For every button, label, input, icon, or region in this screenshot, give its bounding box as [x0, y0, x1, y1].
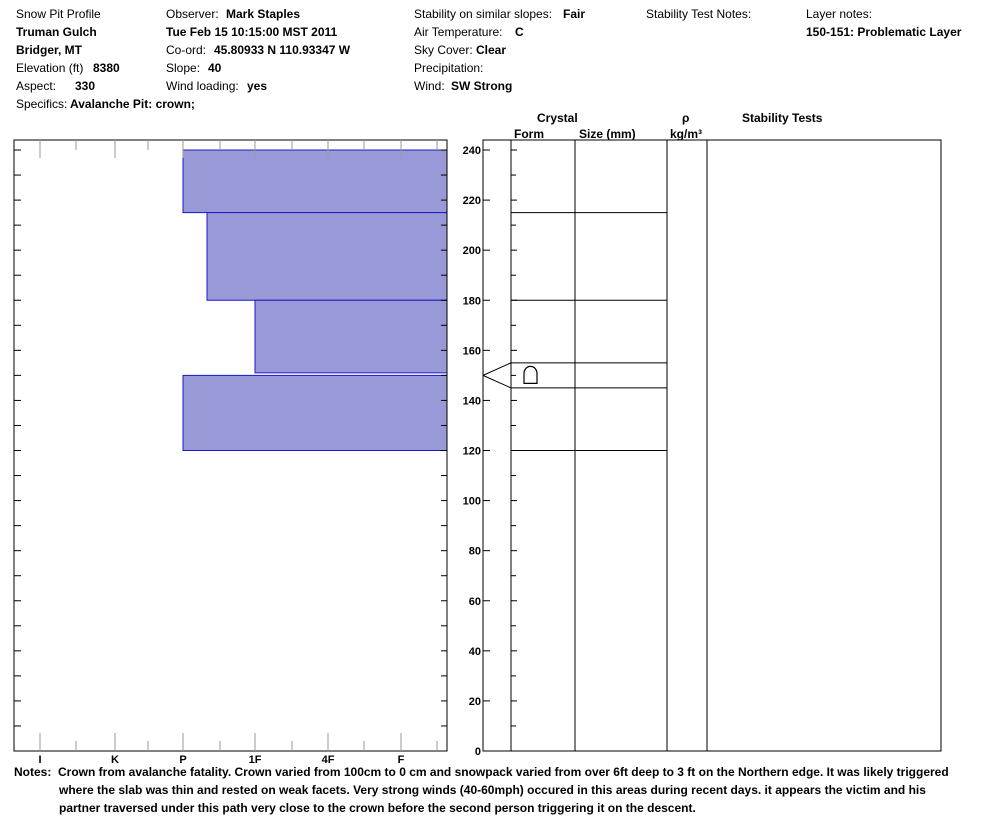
form-header: Form: [514, 127, 544, 141]
stability-label: Stability on similar slopes:: [414, 7, 553, 21]
density-symbol: ρ: [682, 111, 690, 125]
notes-section: [14, 763, 974, 817]
aspect-value: 330: [75, 79, 96, 93]
profile-frame: [483, 140, 941, 751]
notes-line-3: partner traversed under this path very close to the crown before the second person triggering it on the descent.: [59, 801, 696, 815]
observer-label: Observer:: [166, 7, 219, 21]
depth-label-0: 0: [474, 746, 481, 758]
problem-connector-top: [483, 363, 511, 376]
depth-label-160: 160: [462, 345, 481, 358]
specifics-value: Avalanche Pit: crown;: [70, 97, 195, 111]
wind-loading-label: Wind loading:: [166, 79, 239, 93]
depth-label-200: 200: [462, 245, 481, 258]
depth-label-240: 240: [462, 145, 481, 158]
problem-connector-bottom: [483, 375, 511, 388]
precipitation-label: Precipitation:: [414, 61, 484, 75]
depth-label-120: 120: [462, 445, 481, 458]
aspect-label: Aspect:: [16, 79, 57, 93]
range-name: Bridger, MT: [16, 43, 83, 57]
notes-line-2: where the slab was thin and rested on weak facets. Very strong winds (40-60mph) occured in this areas during recent days. it appears the victim and his: [59, 783, 926, 797]
wind-label: Wind:: [414, 79, 445, 93]
layer-notes-value: 150-151: Problematic Layer: [806, 25, 962, 39]
hardness-layer-3: [183, 375, 447, 450]
hardness-label-4F: 4F: [321, 754, 335, 766]
depth-label-100: 100: [462, 495, 481, 508]
hardness-layer-1: [207, 213, 447, 301]
wind-loading-value: yes: [247, 79, 268, 93]
stability-tests-header: Stability Tests: [742, 111, 823, 125]
coord-value: 45.80933 N 110.93347 W: [214, 43, 351, 57]
hardness-layer-0: [183, 150, 447, 213]
observer-value: Mark Staples: [226, 7, 301, 21]
air-temp-value: C: [515, 25, 524, 39]
specifics-label: Specifics:: [16, 97, 68, 111]
crystal-header: Crystal: [537, 111, 578, 125]
coord-label: Co-ord:: [166, 43, 207, 57]
depth-label-180: 180: [462, 295, 481, 308]
notes-label: Notes:: [14, 765, 52, 779]
depth-label-60: 60: [468, 595, 481, 608]
wind-value: SW Strong: [451, 79, 513, 93]
slope-label: Slope:: [166, 61, 201, 75]
depth-label-220: 220: [462, 195, 481, 208]
depth-label-20: 20: [468, 695, 481, 708]
elevation-label: Elevation (ft): [16, 61, 84, 75]
elevation-value: 8380: [93, 61, 120, 75]
density-unit-header: kg/m³: [670, 127, 703, 141]
depth-label-80: 80: [468, 545, 481, 558]
air-temp-label: Air Temperature:: [414, 25, 503, 39]
hardness-label-P: P: [179, 754, 187, 766]
hardness-label-I: I: [38, 754, 42, 766]
slope-value: 40: [208, 61, 222, 75]
depth-label-40: 40: [468, 645, 481, 658]
sky-cover-label: Sky Cover:: [414, 43, 473, 57]
sky-cover-value: Clear: [476, 43, 507, 57]
stability-value: Fair: [563, 7, 586, 21]
depth-label-140: 140: [462, 395, 481, 408]
hardness-label-F: F: [397, 754, 405, 766]
layer-notes-label: Layer notes:: [806, 7, 873, 21]
location-name: Truman Gulch: [16, 25, 97, 39]
size-header: Size (mm): [579, 127, 636, 141]
stability-test-notes-label: Stability Test Notes:: [646, 7, 752, 21]
hardness-label-1F: 1F: [248, 754, 262, 766]
hardness-label-K: K: [111, 754, 119, 766]
hardness-layers: [183, 150, 447, 450]
crystal-form-icon: [524, 366, 537, 383]
page-title: Snow Pit Profile: [16, 7, 101, 21]
hardness-layer-2: [255, 300, 447, 373]
notes-line-1: Crown from avalanche fatality. Crown varied from 100cm to 0 cm and snowpack varied from over 6ft deep to 3 ft on the Northern edge. It was likely triggered: [58, 765, 949, 779]
observation-datetime: Tue Feb 15 10:15:00 MST 2011: [166, 25, 338, 39]
